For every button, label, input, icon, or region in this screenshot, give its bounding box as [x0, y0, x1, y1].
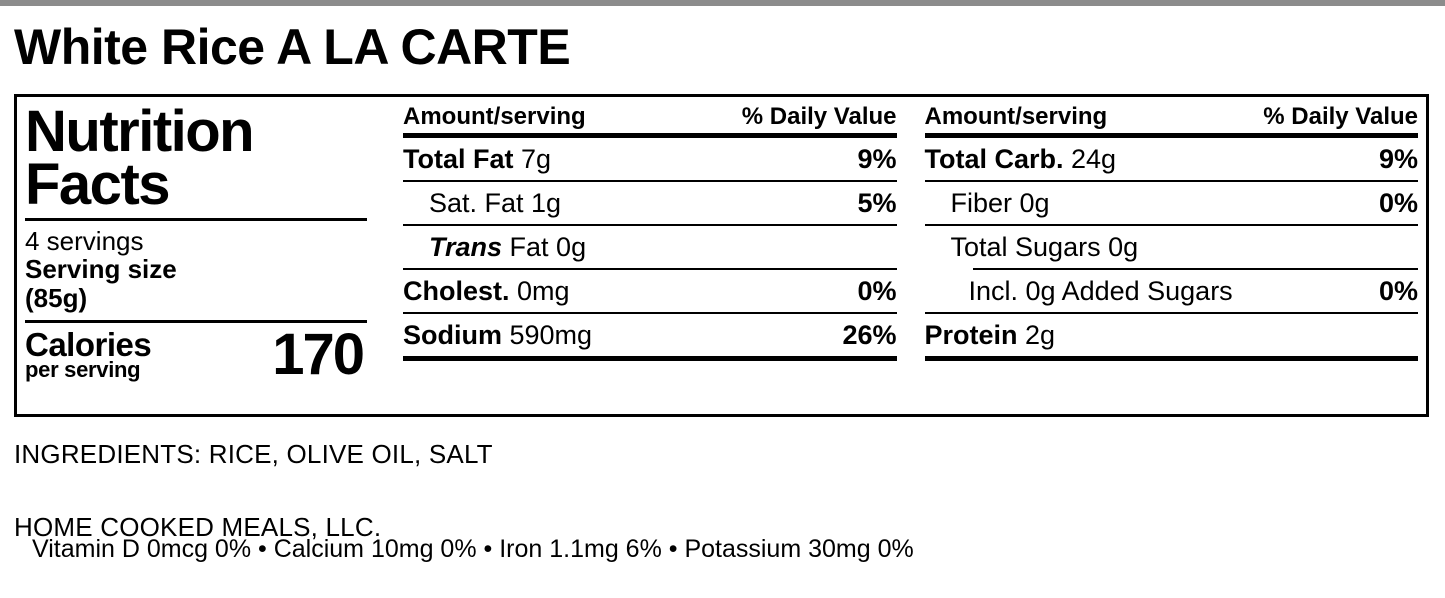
daily-value-header-right: % Daily Value [1263, 103, 1418, 130]
nutrient-row [403, 138, 897, 180]
nutrient-name-rest: 7g [513, 144, 552, 174]
nutrient-row [403, 270, 897, 312]
nutrient-row [925, 270, 1419, 312]
nutrient-columns [377, 103, 1418, 410]
company-name: HOME COOKED MEALS, LLC. [14, 512, 382, 542]
nutrient-name [925, 320, 1056, 351]
nutrient-daily-value: 0% [1378, 276, 1418, 306]
servings-count: 4 servings [25, 225, 144, 256]
nutrient-name-trans: Trans [429, 232, 503, 262]
nutrient-name-rest: Fat 0g [502, 232, 587, 262]
nutrient-name-bold: Cholest. [403, 276, 510, 306]
calories-label-group [25, 325, 152, 382]
nutrient-name-bold: Sodium [403, 320, 502, 350]
nutrient-daily-value: 26% [842, 320, 897, 350]
nutrient-name-bold: Total Carb. [924, 144, 1064, 174]
nutrient-name: Total Sugars 0g [950, 232, 1139, 262]
daily-value-header-left: % Daily Value [741, 103, 897, 130]
nutrient-name-rest: 2g [1017, 320, 1056, 350]
nutrient-row [925, 138, 1419, 180]
divider-left-bottom [403, 356, 897, 361]
nutrient-name: Sat. Fat 1g [429, 188, 562, 218]
column-header-left [403, 103, 897, 133]
nutrient-name [925, 144, 1117, 175]
nutrient-name [403, 320, 592, 351]
serving-size-label: Serving size [25, 254, 177, 285]
nutrient-daily-value: 0% [857, 276, 897, 306]
calories-label: Calories [25, 325, 152, 363]
calories-value: 170 [272, 321, 363, 387]
calories-per-serving-label: per serving [25, 356, 141, 382]
divider-under-title [25, 218, 367, 221]
nutrition-facts-panel [14, 94, 1429, 417]
nutrient-column-right [911, 103, 1419, 410]
nutrient-daily-value: 0% [1378, 188, 1418, 218]
nutrient-column-left [403, 103, 911, 410]
nutrition-facts-title-line2: Facts [25, 152, 170, 218]
nutrient-row [925, 226, 1419, 268]
nutrient-daily-value: 9% [857, 144, 897, 174]
nutrient-name [429, 232, 586, 263]
nutrition-summary-column [25, 99, 377, 410]
serving-size-value: (85g) [25, 283, 88, 314]
nutrient-daily-value: 9% [1378, 144, 1418, 174]
column-header-right [925, 103, 1419, 133]
nutrition-facts-title [25, 99, 367, 218]
nutrient-row [403, 314, 897, 356]
nutrient-name-rest: 590mg [502, 320, 593, 350]
nutrient-daily-value: 5% [857, 188, 897, 218]
amount-per-serving-header-right: Amount/serving [924, 103, 1108, 130]
nutrient-name-rest: 0mg [509, 276, 570, 306]
nutrient-name: Incl. 0g Added Sugars [968, 276, 1233, 306]
nutrient-row [925, 314, 1419, 356]
nutrient-row [403, 226, 897, 268]
micronutrients-row: Vitamin D 0mcg 0% • Calcium 10mg 0% • Iron 1.1mg 6% • Potassium 30mg 0% [32, 535, 914, 563]
nutrient-name-rest: 24g [1063, 144, 1117, 174]
nutrient-row [403, 182, 897, 224]
amount-per-serving-header-left: Amount/serving [403, 103, 586, 130]
divider-right-bottom [925, 356, 1419, 361]
nutrient-name [403, 144, 551, 175]
nutrient-name [403, 276, 570, 307]
nutrient-name: Fiber 0g [950, 188, 1050, 218]
page-title: White Rice A LA CARTE [14, 19, 571, 75]
calories-row [25, 321, 367, 387]
nutrient-name-bold: Protein [924, 320, 1018, 350]
ingredients-text: INGREDIENTS: RICE, OLIVE OIL, SALT [14, 439, 493, 469]
label-page [0, 6, 1445, 598]
nutrition-facts-title-line1: Nutrition [25, 99, 254, 164]
nutrient-name-bold: Total Fat [403, 144, 514, 174]
nutrient-row [925, 182, 1419, 224]
